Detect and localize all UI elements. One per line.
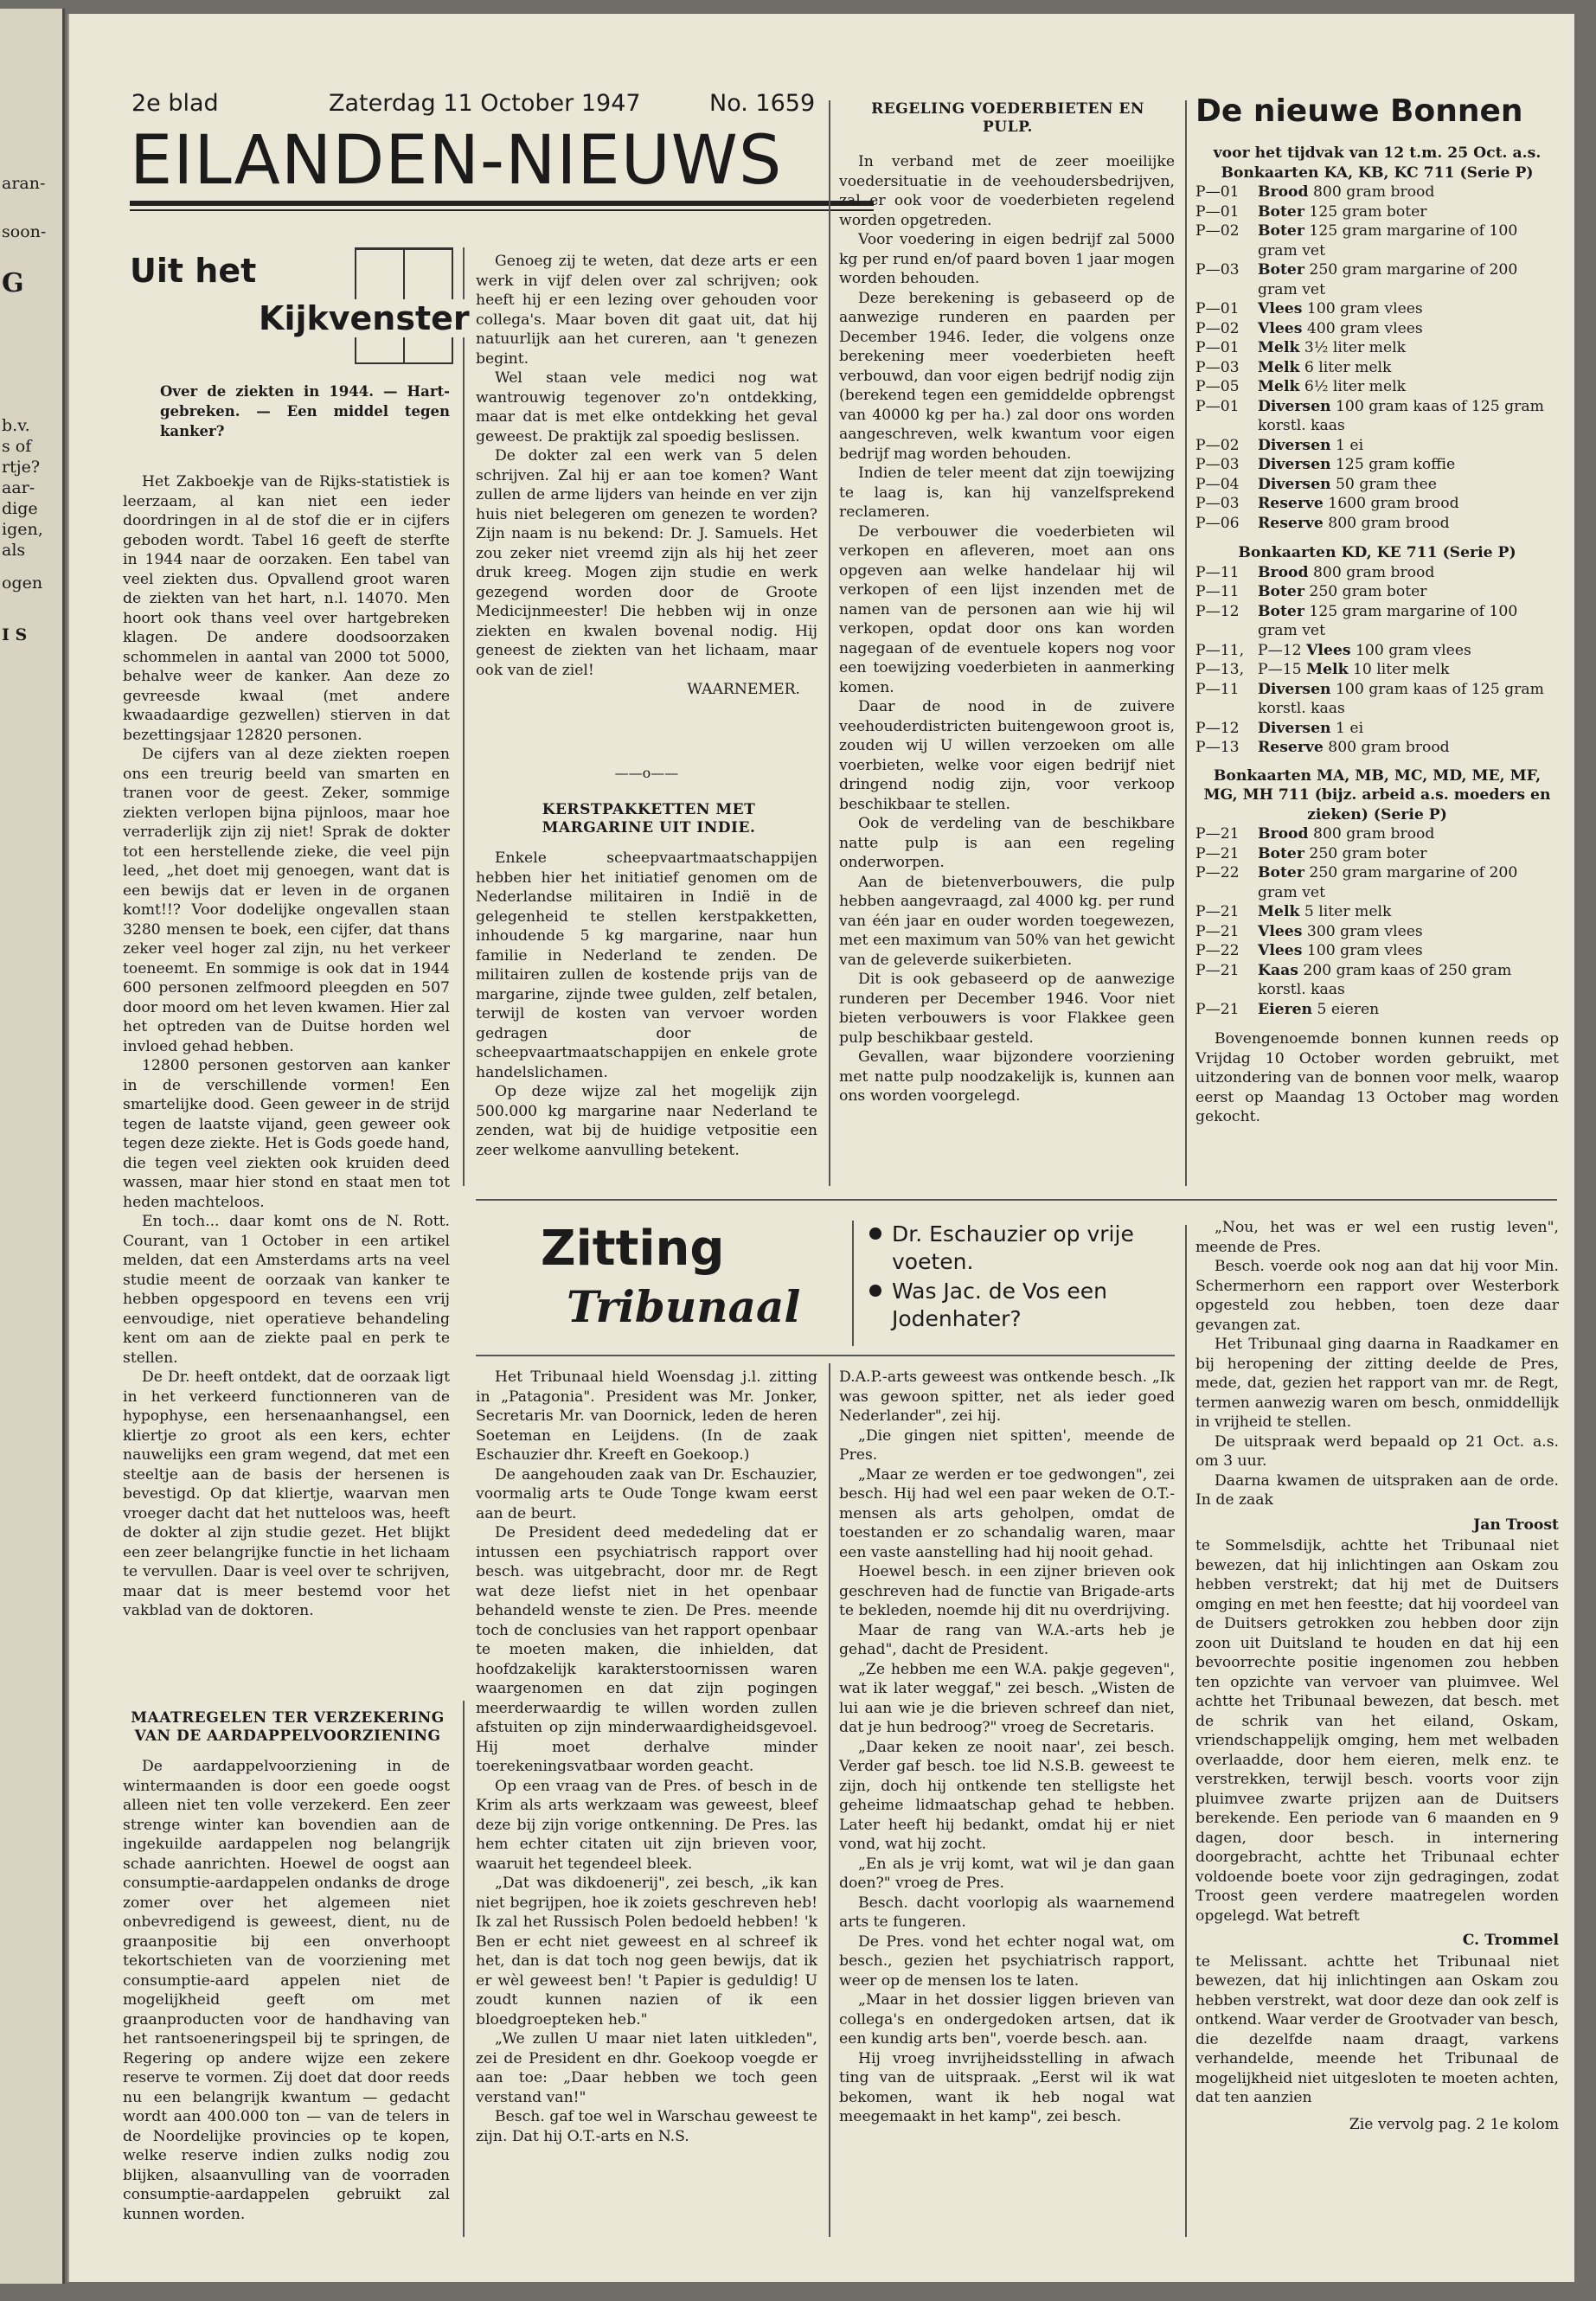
kijkvenster-lead: Over de ziekten in 1944. — Hart-gebreken. — Een middel tegen kanker? (160, 383, 450, 439)
coupon-value: Boter 250 gram boter (1258, 583, 1427, 600)
voeder-headline: REGELING VOEDERBIETEN EN PULP. (871, 100, 1144, 136)
ration-row (1195, 397, 1559, 436)
coupon-value: Diversen 125 gram koffie (1258, 456, 1456, 473)
ration-row (1195, 436, 1559, 456)
ration-row (1195, 719, 1559, 739)
ration-row (1195, 260, 1559, 299)
coupon-code: P—01 (1195, 397, 1240, 415)
coupon-value: Vlees 300 gram vlees (1258, 922, 1423, 940)
coupon-code: P—02 (1195, 319, 1240, 337)
coupon-code: P—22 (1195, 864, 1240, 881)
ration-row (1195, 183, 1559, 202)
coupon-code: P—01 (1195, 202, 1240, 221)
coupon-value: Brood 800 gram brood (1258, 183, 1435, 201)
paragraph: En toch... daar komt ons de N. Rott. Courant, van 1 October in een artikel melden, dat een Amsterdams arts na veel studie meent de oorzaak van kanker te hebben opgespoord en tevens een vrij eenvoudige, niet operatieve behandeling kent om aan de ziekte paal en perk te stellen. (123, 1213, 450, 1367)
paragraph: Dit is ook gebaseerd op de aanwezige runderen per December 1946. Voor niet bieten verbouwers is voor Flakkee geen pulp beschikbaar gesteld. (839, 971, 1175, 1047)
aardappel-headline: MAATREGELEN TER VERZEKERING VAN DE AARDAPPELVOORZIENING (131, 1709, 445, 1745)
coupon-value: Brood 800 gram brood (1258, 825, 1435, 843)
adjacent-page-edge (0, 9, 65, 2284)
paragraph: „En als je vrij komt, wat wil je dan gaan doen?" vroeg de Pres. (839, 1855, 1175, 1892)
zitting-title: Zitting (541, 1221, 725, 1277)
paragraph: De uitspraak werd bepaald op 21 Oct. a.s. om 3 uur. (1195, 1433, 1559, 1470)
coupon-code: P—13 (1195, 739, 1240, 756)
bleed-text: s of (2, 437, 32, 456)
coupon-value: Boter 250 gram boter (1258, 844, 1427, 862)
ration-row (1195, 494, 1559, 514)
coupon-value: Reserve 1600 gram brood (1258, 495, 1459, 512)
coupon-code: P—01 (1195, 183, 1240, 201)
paragraph: Gevallen, waar bijzondere voorziening met natte pulp noodzakelijk is, kunnen aan ons worden voorgelegd. (839, 1048, 1175, 1105)
ration-row (1195, 358, 1559, 378)
ration-row (1195, 377, 1559, 397)
ration-row (1195, 641, 1559, 661)
paragraph: 12800 personen gestorven aan kanker in de verschillende vormen! Een smartelijke dood. Geen geweer in de strijd tegen de laatste vijand, geen geweer ook tegen deze ziekte. Het is Gods goede hand, die tegen veel ziekten ook kruiden deed wassen, maar hier stond en staat men tot heden machteloos. (123, 1057, 450, 1211)
paragraph: Deze berekening is gebaseerd op de aanwezige runderen en paarden per December 1946. Ieder, die volgens onze berekening meer voederbieten heeft verbouwd, dan voor eigen bedrijf nodig zijn (berekend tegen een gemiddelde opbrengst van 40000 kg per ha.) zal door ons worden aangeschreven, welk kwantum voor eigen bedrijf mag worden behouden. (839, 289, 1175, 463)
paragraph: Hij vroeg invrijheidsstelling in afwach ting van de uitspraak. „Eerst wil ik wat bekomen, want ik heb nogal wat meegemaakt in het kamp", zei besch. (839, 2049, 1175, 2125)
paragraph: Enkele scheepvaartmaatschappijen hebben hier het initiatief genomen om de Nederlandse militairen in Indië in de gelegenheid te stellen kerstpakketten, inhoudende 5 kg margarine, naar hun familie in Nederland te zenden. De militairen zullen de kostende prijs van de margarine, zijnde twee gulden, zelf betalen, terwijl de kosten van vervoer worden gedragen door de scheepvaartmaatschappijen en enkele grote handelslichamen. (476, 849, 817, 1081)
bonnen-list (1195, 144, 1559, 1127)
bleed-text: I S (2, 625, 28, 644)
continued-note: Zie vervolg pag. 2 1e kolom (1349, 2115, 1559, 2133)
ration-row (1195, 202, 1559, 222)
coupon-value: Boter 125 gram margarine of 100 gram vet (1258, 222, 1518, 260)
paragraph: De cijfers van al deze ziekten roepen ons een treurig beeld van smarten en tranen voor de geest. Zeker, sommige ziekten verlopen bijna pijnloos, maar hoe verraderlijk zijn zij niet! Sprak de dokter tot een herstellende zieke, die veel pijn leed, „het doet mij genoegen, want dat is een bewijs dat er leven in de organen komt!!? Voor dodelijke ongevallen staan 3280 mensen te boek, een cijfer, dat thans zeker veel hoger zal zijn, nu het verkeer toeneemt. En sommige is ook dat in 1944 600 personen zelfmoord pleegden en 507 door moord om het leven kwamen. Hier zal het optreden van de Duitse horden wel invloed gehad hebben. (123, 746, 450, 1055)
coupon-code: P—21 (1195, 903, 1240, 920)
bonnen-note: Bovengenoemde bonnen kunnen reeds op Vrijdag 10 October worden gebruikt, met uitzondering van de bonnen voor melk, waarop eerst op Maandag 13 October mag worden gekocht. (1195, 1030, 1559, 1125)
coupon-value: Boter 125 gram margarine of 100 gram vet (1258, 602, 1518, 639)
coupon-code: P—13, (1195, 661, 1245, 678)
coupon-code: P—03 (1195, 456, 1240, 473)
ration-row (1195, 824, 1559, 844)
coupon-value: Boter 125 gram boter (1258, 202, 1427, 221)
coupon-code: P—12 (1195, 719, 1240, 737)
paragraph: In verband met de zeer moeilijke voedersituatie in de veehoudersbedrijven, zal er ook voor de voederbieten regelend worden opgetreden. (839, 153, 1175, 229)
column-rule (1185, 1225, 1187, 2237)
defendant-name: C. Trommel (1462, 1932, 1559, 1949)
column-rule (829, 100, 830, 1186)
coupon-value: Brood 800 gram brood (1258, 563, 1435, 581)
paragraph: te Melissant. achtte het Tribunaal niet bewezen, dat hij inlichtingen aan Oskam zou hebben verstrekt, wat door deze dan ook zelf is ontkend. Waar verder de Grootvader van besch, die dezelfde naam draagt, varkens verhandelde, meende het Tribunaal de mogelijkheid niet uitgesloten te moeten achten, dat ten aanzien (1195, 1952, 1559, 2106)
paragraph: Ook de verdeling van de beschikbare natte pulp is aan een regeling onderworpen. (839, 815, 1175, 871)
paragraph: Op deze wijze zal het mogelijk zijn 500.000 kg margarine naar Nederland te zenden, wat bij de huidige vetpositie een zeer welkome aanvulling betekent. (476, 1083, 817, 1159)
ration-row (1195, 922, 1559, 942)
coupon-code: P—21 (1195, 844, 1240, 862)
coupon-value: Melk 5 liter melk (1258, 903, 1392, 920)
column-rule (463, 247, 465, 1186)
zitting-col-1 (476, 1368, 817, 2146)
paragraph: „Daar keken ze nooit naar', zei besch. Verder gaf besch. toe lid N.S.B. geweest te zijn, doch hij ontkende ten stelligste het geheime lidmaatschap gehad te hebben. Later heeft hij bedankt, omdat hij er niet vond, wat hij zocht. (839, 1738, 1175, 1853)
paragraph: D.A.P.-arts geweest was ontkende besch. „Ik was gewoon spitter, net als ieder goed Nederlander", zei hij. (839, 1368, 1175, 1425)
article-separator: ——o—— (614, 765, 679, 781)
paragraph: Het Zakboekje van de Rijks-statistiek is leerzaam, al kan niet een ieder doordringen in al de stof die er in cijfers geboden wordt. Tabel 16 geeft de sterfte in 1944 naar de oorzaken. Een tabel van veel ziekten dus. Opvallend groot waren de ziekten van het hart, n.l. 14070. Men hoort ook thans veel over hartgebreken klagen. De andere doodsoorzaken schommelen in aantal van 2000 tot 5000, behalve weer de kanker. Aan deze zo gevreesde kwaal (met andere kwaadaardige gezwellen) stierven in dat bezettingsjaar 12820 personen. (123, 473, 450, 744)
zitting-bullets (869, 1221, 1172, 1333)
paragraph: „Dat was dikdoenerij", zei besch, „ik kan niet begrijpen, hoe ik zoiets geschreven heb! Ik zal het Russisch Polen bedoeld hebben! 'k Ben er echt niet geweest en al schreef ik het, dan is dat toch nog geen bewijs, dat ik er wèl geweest ben! 't Papier is geduldig! U zoudt kunnen nazien of ik een bloedgroepteken heb." (476, 1875, 817, 2029)
paragraph: Besch. voerde ook nog aan dat hij voor Min. Schermerhorn een rapport over Westerbork opgesteld zou hebben, toen deze daar gevangen zat. (1195, 1258, 1559, 1334)
header-divider (852, 1221, 854, 1346)
coupon-code: P—11, (1195, 641, 1245, 659)
paragraph: Indien de teler meent dat zijn toewijzing te laag is, kan hij vanzelfsprekend reclameren. (839, 465, 1175, 521)
coupon-value: Boter 250 gram margarine of 200 gram vet (1258, 261, 1518, 298)
coupon-code: P—11 (1195, 583, 1240, 600)
coupon-value: Vlees 100 gram vlees (1258, 942, 1423, 959)
bullet-icon (869, 1285, 881, 1297)
coupon-code: P—11 (1195, 563, 1240, 581)
paragraph: Hoewel besch. in een zijner brieven ook geschreven had de functie van Brigade-arts te bekleden, noemde hij dit nu overdrijving. (839, 1563, 1175, 1619)
coupon-value: Reserve 800 gram brood (1258, 514, 1450, 532)
newspaper-page (67, 14, 1574, 2282)
ration-row (1195, 738, 1559, 758)
bonnen-period: voor het tijdvak van 12 t.m. 25 Oct. a.s. (1213, 144, 1542, 162)
section-rule (476, 1355, 1175, 1356)
paragraph: De President deed mededeling dat er intussen een psychiatrisch rapport over besch. was uitgebracht, door mr. de Regt wat deze liefst niet in het openbaar behandeld wenste te zien. De Pres. meende toch de conclusies van het rapport openbaar te moeten maken, die inhielden, dat hoofdzakelijk karakterstoornissen waren waargenomen en dat zijn pogingen meerderwaardig te willen worden zullen afstuiten op zijn minderwaardigheidsgevoel. Hij moet derhalve minder toerekeningsvatbaar worden geacht. (476, 1524, 817, 1775)
paragraph: Besch. dacht voorlopig als waarnemend arts te fungeren. (839, 1894, 1175, 1931)
newspaper-title: EILANDEN-NIEUWS (130, 122, 783, 200)
ration-row (1195, 475, 1559, 495)
coupon-value: Vlees 100 gram vlees (1258, 300, 1423, 317)
coupon-value: Melk 6½ liter melk (1258, 378, 1407, 395)
column-rule (829, 1363, 830, 2237)
paragraph: De Dr. heeft ontdekt, dat de oorzaak ligt in het verkeerd functionneren van de hypophyse, een hersenaanhangsel, een kliertje zo groot als een kers, echter nauwelijks een gram wegend, dat met een steeltje aan de basis der hersenen is bevestigd. Op dat kliertje, waarvan men vroeger dacht dat het nutteloos was, heeft de dokter al zijn studie gezet. Het blijkt een zeer belangrijke functie in het lichaam te vervullen. Daar is veel over te schrijven, maar dat is meer bestemd voor het vakblad van de doktoren. (123, 1368, 450, 1619)
bullet-item: Was Jac. de Vos een Jodenhater? (869, 1278, 1172, 1333)
ration-row (1195, 941, 1559, 961)
zitting-col-2 (839, 1368, 1175, 2127)
aardappel-body (123, 1757, 450, 2224)
coupon-code: P—03 (1195, 495, 1240, 512)
bleed-text: dige (2, 499, 38, 518)
ration-row (1195, 319, 1559, 339)
coupon-code: P—12 (1195, 602, 1240, 620)
paragraph: te Sommelsdijk, achtte het Tribunaal niet bewezen, dat hij inlichtingen aan Oskam zou hebben verstrekt; dat hij met de Duitsers omging en met hen feestte; dat hij voordeel van de Duitsers getrokken zou hebben door zijn zoon uit Duitsland te houden en dat hij een bevoorrechte positie ingenomen zou hebben ten opzichte van vervoer van pluimvee. Wel achtte het Tribunaal bewezen, dat besch. met de schrik van het eiland, Oskam, vriendschappelijk omging, hem met welbaden overlaadde, door hem eieren, melk enz. te verstrekken, terwijl besch. voorts voor zijn pluimvee zwarte prijzen aan de Duitsers berekende. Een periode van 6 maanden en 9 dagen, door besch. in internering doorgebracht, achtte het Tribunaal echter voldoende boete voor zijn gedragingen, zodat Troost geen verdere maatregelen worden opgelegd. Wat betreft (1195, 1537, 1559, 1925)
ration-row (1195, 660, 1559, 680)
coupon-code: P—21 (1195, 922, 1240, 940)
paragraph: De aardappelvoorziening in de wintermaanden is door een goede oogst alleen niet ten volle verzekerd. Een zeer strenge winter kan bovendien aan de ingekuilde aardappelen nog belangrijk schade aanrichten. Hoewel de oogst aan consumptie-aardappelen ondanks de droge zomer over het algemeen niet onbevredigend is geweest, dient, nu de graanpositie bij een onverhoopt tekortschieten van de voorziening met consumptie-aard appelen niet de mogelijkheid geeft om met graanproducten voor de handhaving van het rantsoeneringspeil bij te springen, de Regering op andere wijze een zekere reserve te vormen. Zij doet dat door reeds nu een belangrijk kwantum — gedacht wordt aan 400.000 ton — van de telers in de Noordelijke provincies op te kopen, welke reserve indien zulks nodig zou blijken, alsaanvulling van de voorraden consumptie-aardappelen gebruikt zal kunnen worden. (123, 1758, 450, 2223)
coupon-value: Diversen 1 ei (1258, 436, 1364, 454)
defendant-name: Jan Troost (1473, 1516, 1559, 1534)
column-rule (463, 1701, 465, 2237)
coupon-value: Melk 3½ liter melk (1258, 339, 1407, 356)
masthead-rule (130, 201, 874, 206)
bleed-text: als (2, 541, 26, 560)
coupon-value: Vlees 400 gram vlees (1258, 319, 1423, 337)
coupon-code: P—11 (1195, 680, 1240, 698)
bleed-text: rtje? (2, 458, 41, 477)
paragraph: Maar de rang van W.A.-arts heb je gehad", dacht de President. (839, 1621, 1175, 1658)
ration-row (1195, 902, 1559, 922)
bleed-text: b.v. (2, 416, 30, 435)
kerst-body (476, 849, 817, 1160)
paragraph: De verbouwer die voederbieten wil verkopen en afleveren, moet aan ons opgeven aan welke handelaar hij wil verkopen of een lijst inzenden met de namen van de personen aan wie hij wil verkopen, opdat door ons kan worden nagegaan of de eventuele kopers nog voor een toewijzing voederbieten in aanmerking komen. (839, 522, 1175, 696)
coupon-value: Diversen 50 gram thee (1258, 475, 1437, 493)
bonnen-group-title: Bonkaarten KA, KB, KC 711 (Serie P) (1221, 163, 1534, 182)
ration-row (1195, 1000, 1559, 1020)
paragraph: Het Tribunaal ging daarna in Raadkamer en bij heropening der zitting deelde de Pres, mede, dat, gezien het rapport van mr. de Regt, termen aanwezig waren om besch, onmiddellijk in vrijheid te stellen. (1195, 1336, 1559, 1431)
coupon-value: Reserve 800 gram brood (1258, 739, 1450, 756)
coupon-value: Boter 250 gram margarine of 200 gram vet (1258, 864, 1518, 901)
paragraph: „Ze hebben me een W.A. pakje gegeven", wat ik later weggaf," zei besch. „Wisten de lui aan wie je die brieven schreef dan niet, dat je hun bedroog?" vroeg de Secretaris. (839, 1660, 1175, 1736)
kijkvenster-heading-a: Uit het (130, 252, 257, 290)
ration-row (1195, 602, 1559, 641)
ration-row (1195, 514, 1559, 534)
paragraph: „Nou, het was er wel een rustig leven", meende de Pres. (1195, 1219, 1559, 1256)
bleed-text: ogen (2, 574, 43, 593)
bonnen-group-1 (1195, 183, 1559, 533)
bullet-item: Dr. Eschauzier op vrije voeten. (869, 1221, 1172, 1276)
bleed-text: aran- (2, 174, 46, 193)
coupon-value: Eieren 5 eieren (1258, 1000, 1380, 1018)
paragraph: De Pres. vond het echter nogal wat, om besch., gezien het psychiatrisch rapport, weer op de mensen los te laten. (839, 1932, 1175, 1990)
paragraph: Besch. gaf toe wel in Warschau geweest te zijn. Dat hij O.T.-arts en N.S. (476, 2108, 817, 2145)
paragraph: Daar de nood in de zuivere veehouderdistricten buitengewoon groot is, zouden wij U willen verzoeken om alle voerbieten, welke voor eigen bedrijf niet dringend nodig zijn, voor verkoop beschikbaar te stellen. (839, 698, 1175, 813)
coupon-value: Melk 6 liter melk (1258, 358, 1392, 376)
coupon-code: P—21 (1195, 961, 1240, 979)
bullet-icon (869, 1227, 881, 1240)
bonnen-group-title: Bonkaarten KD, KE 711 (Serie P) (1238, 544, 1516, 561)
coupon-code: P—21 (1195, 1000, 1240, 1018)
bonnen-group-title: Bonkaarten MA, MB, MC, MD, ME, MF, MG, MH 711 (bijz. arbeid a.s. moeders en zieken) (Serie P) (1203, 766, 1551, 824)
coupon-value: P—15 Melk 10 liter melk (1258, 661, 1450, 678)
ration-row (1195, 582, 1559, 602)
issue-date: Zaterdag 11 October 1947 (329, 90, 641, 117)
coupon-code: P—03 (1195, 358, 1240, 376)
voeder-body (839, 152, 1175, 1106)
ration-row (1195, 844, 1559, 864)
paragraph: „We zullen U maar niet laten uitkleden", zei de President en dhr. Goekoop voegde er aan toe: „Daar hebben we toch geen verstand van!" (476, 2030, 817, 2106)
paragraph: De dokter zal een werk van 5 delen schrijven. Zal hij er aan toe komen? Want zullen de arme lijders van heinde en ver zijn huis niet belegeren om genezen te worden? Zijn naam is nu bekend: Dr. J. Samuels. Het zou zeker niet vreemd zijn als hij het zeer druk kreeg. Mogen zijn studie en werk gezegend worden door de Groote Medicijnmeester! Die hebben wij in onze ziekten en kwalen bovenal nodig. Hij geneest de ziekten van het lichaam, maar ook van de ziel! (476, 447, 817, 679)
paragraph: Genoeg zij te weten, dat deze arts er een werk in vijf delen over zal schrijven; ook heeft hij er een lezing over gehouden voor collega's. Maar boven dit gaat uit, dat hij natuurlijk aan het cureren, aan 't genezen begint. (476, 253, 817, 368)
kijkvenster-continued (476, 252, 817, 700)
bonnen-title: De nieuwe Bonnen (1195, 93, 1523, 129)
paragraph: Op een vraag van de Pres. of besch in de Krim als arts werkzaam was geweest, bleef deze bij zijn vorige ontkenning. De Pres. las hem echter citaten uit zijn brieven voor, waaruit het tegendeel bleek. (476, 1777, 817, 1873)
ration-row (1195, 863, 1559, 902)
coupon-code: P—05 (1195, 378, 1240, 395)
coupon-code: P—21 (1195, 825, 1240, 843)
coupon-value: P—12 Vlees 100 gram vlees (1258, 641, 1471, 659)
ration-row (1195, 563, 1559, 583)
ration-row (1195, 680, 1559, 719)
kijkvenster-body (123, 472, 450, 1621)
coupon-code: P—04 (1195, 475, 1240, 493)
bleed-text: G (2, 268, 24, 298)
coupon-code: P—22 (1195, 942, 1240, 959)
paragraph: Aan de bietenverbouwers, die pulp hebben aangevraagd, zal 4000 kg. per rund van één jaar en ouder worden toegewezen, met een maximum van 50% van het gewicht van de geleverde suikerbieten. (839, 873, 1175, 969)
ration-row (1195, 221, 1559, 260)
coupon-code: P—02 (1195, 222, 1240, 240)
paragraph: Voor voedering in eigen bedrijf zal 5000 kg per rund en/of paard boven 1 jaar mogen worden behouden. (839, 231, 1175, 287)
ration-row (1195, 299, 1559, 319)
ration-row (1195, 338, 1559, 358)
tribunaal-title: Tribunaal (567, 1281, 801, 1332)
paragraph: Daarna kwamen de uitspraken aan de orde. In de zaak (1195, 1471, 1559, 1509)
coupon-value: Kaas 200 gram kaas of 250 gram korstl. kaas (1258, 961, 1512, 998)
bonnen-group-3 (1195, 824, 1559, 1019)
kerst-headline: KERSTPAKKETTEN MET MARGARINE UIT INDIE. (542, 801, 756, 836)
paragraph: „Die gingen niet spitten', meende de Pres. (839, 1426, 1175, 1464)
coupon-code: P—02 (1195, 436, 1240, 454)
bleed-text: soon- (2, 222, 47, 241)
section-rule (476, 1199, 1557, 1201)
paragraph: Het Tribunaal hield Woensdag j.l. zitting in „Patagonia". President was Mr. Jonker, Secretaris Mr. van Doornick, leden de heren Soeteman en Leijdens. (In de zaak Eschauzier dhr. Kreeft en Goekoop.) (476, 1368, 817, 1464)
coupon-code: P—01 (1195, 300, 1240, 317)
coupon-code: P—03 (1195, 261, 1240, 279)
issue-number: No. 1659 (709, 90, 816, 117)
ration-row (1195, 961, 1559, 1000)
coupon-code: P—06 (1195, 514, 1240, 532)
zitting-col-3 (1195, 1218, 1559, 2134)
signature: WAARNEMER. (687, 681, 800, 698)
bleed-text: aar- (2, 478, 35, 497)
ration-row (1195, 455, 1559, 475)
coupon-code: P—01 (1195, 339, 1240, 356)
paragraph: „Maar ze werden er toe gedwongen", zei besch. Hij had wel een paar weken de O.T.-mensen als arts geholpen, omdat de toestanden er zo schandalig waren, maar een vaste aanstelling had hij nooit gehad. (839, 1465, 1175, 1561)
kijkvenster-heading-b: Kijkvenster (255, 299, 473, 337)
coupon-value: Diversen 100 gram kaas of 125 gram korstl. kaas (1258, 397, 1544, 434)
paragraph: De aangehouden zaak van Dr. Eschauzier, voormalig arts te Oude Tonge kwam eerst aan de beurt. (476, 1465, 817, 1522)
paragraph: Wel staan vele medici nog wat wantrouwig tegenover zo'n ontdekking, maar dat is met elke ontdekking het geval geweest. De praktijk zal spoedig beslissen. (476, 369, 817, 445)
edition-label: 2e blad (131, 90, 219, 117)
bleed-text: igen, (2, 520, 43, 539)
masthead-rule-thin (130, 209, 874, 211)
column-rule (1185, 100, 1187, 1186)
coupon-value: Diversen 1 ei (1258, 719, 1364, 737)
coupon-value: Diversen 100 gram kaas of 125 gram korstl. kaas (1258, 680, 1544, 717)
paragraph: „Maar in het dossier liggen brieven van collega's en ondergedoken artsen, dat ik een kundig arts ben", voerde besch. aan. (839, 1991, 1175, 2048)
bonnen-group-2 (1195, 563, 1559, 758)
